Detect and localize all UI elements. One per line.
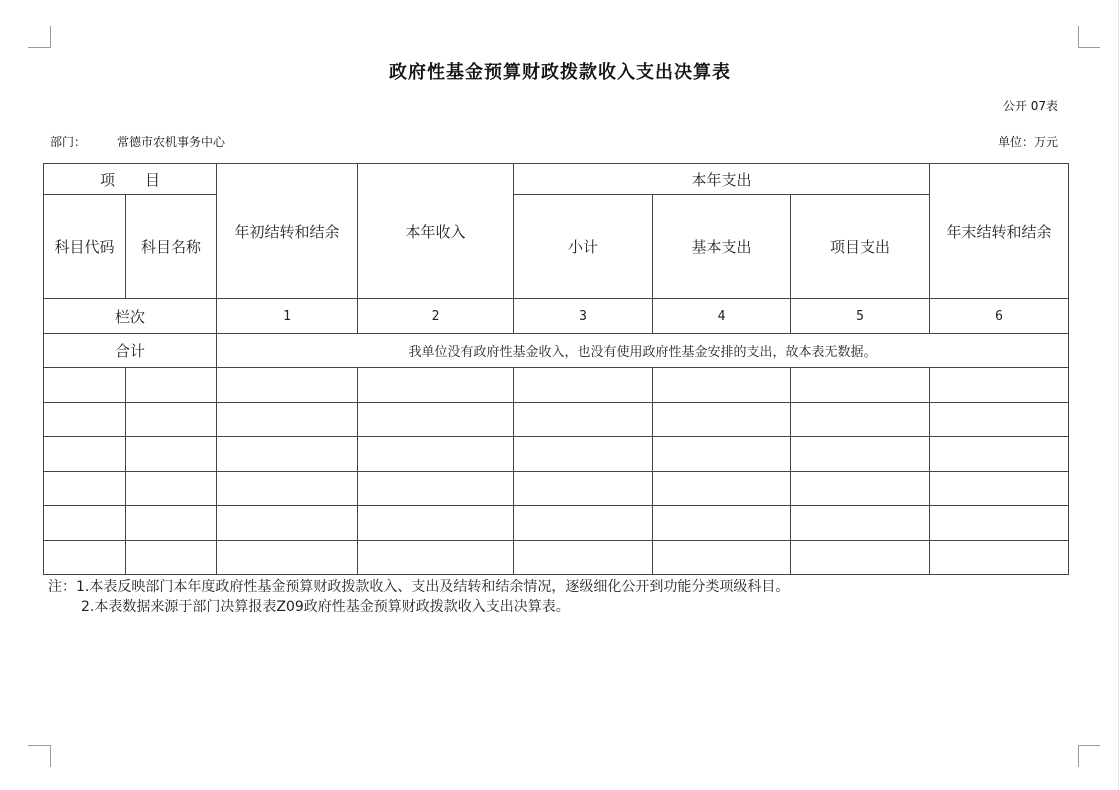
table-cell — [791, 368, 930, 403]
column-number: 5 — [791, 299, 930, 334]
table-cell — [930, 402, 1069, 437]
table-cell — [791, 540, 930, 575]
table-cell — [930, 506, 1069, 541]
table-cell — [653, 402, 791, 437]
header-code: 科目代码 — [44, 195, 126, 299]
table-cell — [653, 506, 791, 541]
budget-table — [43, 163, 1069, 575]
table-notes — [48, 577, 789, 617]
table-cell — [653, 540, 791, 575]
table-cell — [44, 368, 126, 403]
header-subtotal: 小计 — [514, 195, 653, 299]
table-cell — [217, 540, 358, 575]
table-cell — [126, 368, 217, 403]
table-cell — [126, 506, 217, 541]
table-cell — [126, 471, 217, 506]
table-cell — [358, 437, 514, 472]
column-row-label: 栏次 — [44, 299, 217, 334]
total-label: 合计 — [44, 334, 217, 368]
table-cell — [514, 506, 653, 541]
header-project: 项目支出 — [791, 195, 930, 299]
table-cell — [44, 437, 126, 472]
table-cell — [44, 506, 126, 541]
no-data-message: 我单位没有政府性基金收入，也没有使用政府性基金安排的支出，故本表无数据。 — [217, 334, 1069, 368]
table-cell — [44, 402, 126, 437]
column-number: 2 — [358, 299, 514, 334]
table-cell — [217, 471, 358, 506]
table-cell — [930, 540, 1069, 575]
table-cell — [217, 437, 358, 472]
table-cell — [358, 540, 514, 575]
header-end-balance: 年末结转和结余 — [930, 164, 1069, 299]
table-cell — [653, 471, 791, 506]
table-cell — [791, 437, 930, 472]
table-cell — [358, 368, 514, 403]
table-cell — [44, 540, 126, 575]
header-name: 科目名称 — [126, 195, 217, 299]
header-income: 本年收入 — [358, 164, 514, 299]
table-cell — [791, 506, 930, 541]
table-cell — [358, 471, 514, 506]
table-cell — [126, 402, 217, 437]
note-line-1: 注：1.本表反映部门本年度政府性基金预算财政拨款收入、支出及结转和结余情况，逐级细化公开到功能分类项级科目。 — [48, 579, 790, 595]
empty-rows — [44, 368, 1069, 575]
table-cell — [217, 506, 358, 541]
table-code: 公开 07表 — [1002, 99, 1058, 113]
total-row — [44, 334, 1069, 368]
header-begin-balance: 年初结转和结余 — [217, 164, 358, 299]
column-number: 1 — [217, 299, 358, 334]
table-cell — [514, 471, 653, 506]
table-cell — [653, 437, 791, 472]
header-item: 项 目 — [44, 164, 217, 195]
table-row — [44, 402, 1069, 437]
document-title: 政府性基金预算财政拨款收入支出决算表 — [389, 62, 731, 83]
header-basic: 基本支出 — [653, 195, 791, 299]
department-name: 常德市农机事务中心 — [117, 135, 226, 149]
column-number: 3 — [514, 299, 653, 334]
table-cell — [930, 368, 1069, 403]
column-number: 6 — [930, 299, 1069, 334]
table-cell — [217, 368, 358, 403]
table-row — [44, 437, 1069, 472]
table-cell — [514, 402, 653, 437]
unit-label: 单位：万元 — [997, 135, 1058, 149]
table-cell — [930, 437, 1069, 472]
table-row — [44, 506, 1069, 541]
table-row — [44, 368, 1069, 403]
table-cell — [126, 540, 217, 575]
table-cell — [126, 437, 217, 472]
column-number: 4 — [653, 299, 791, 334]
table-cell — [514, 437, 653, 472]
table-cell — [358, 506, 514, 541]
table-cell — [358, 402, 514, 437]
table-cell — [791, 402, 930, 437]
table-cell — [791, 471, 930, 506]
table-cell — [653, 368, 791, 403]
department-label: 部门： — [50, 135, 87, 149]
table-cell — [217, 402, 358, 437]
table-cell — [930, 471, 1069, 506]
table-row — [44, 540, 1069, 575]
table-cell — [44, 471, 126, 506]
header-expense-group: 本年支出 — [514, 164, 930, 195]
column-number-row — [44, 299, 1069, 334]
note-line-2: 2.本表数据来源于部门决算报表Z09政府性基金预算财政拨款收入支出决算表。 — [81, 599, 570, 615]
table-row — [44, 471, 1069, 506]
table-cell — [514, 368, 653, 403]
table-cell — [514, 540, 653, 575]
